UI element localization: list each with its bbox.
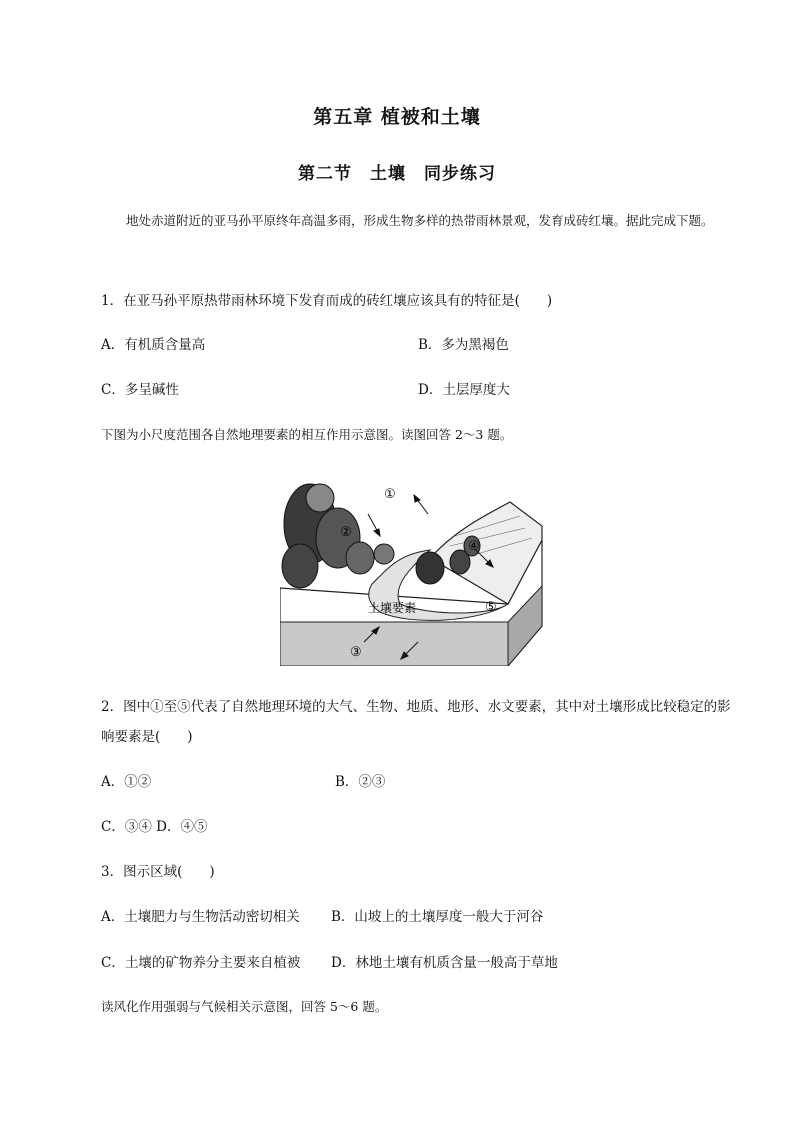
diagram-bedrock-layer — [280, 622, 508, 666]
marker-4: ④ — [468, 539, 480, 554]
question-1-stem: 1．在亚马孙平原热带雨林环境下发育而成的砖红壤应该具有的特征是( ) — [101, 293, 553, 309]
question-3-stem: 3．图示区域( ) — [101, 864, 215, 880]
chapter-title: 第五章 植被和土壤 — [313, 106, 481, 128]
marker-1: ① — [384, 487, 396, 502]
q1-option-c: C．多呈碱性 — [101, 382, 179, 398]
q2-option-cd: C．③④ D．④⑤ — [101, 819, 208, 835]
q2-option-a: A．①② — [101, 774, 152, 790]
marker-3: ③ — [350, 645, 362, 660]
question-2-stem: 2．图中①至⑤代表了自然地理环境的大气、生物、地质、地形、水文要素，其中对土壤形成比较稳定的影响要素是( ) — [101, 699, 731, 745]
soil-factors-diagram — [280, 476, 544, 666]
q3-option-c: C．土壤的矿物养分主要来自植被 — [101, 955, 301, 971]
q3-option-b: B．山坡上的土壤厚度一般大于河谷 — [331, 909, 544, 925]
intro-paragraph-3: 读风化作用强弱与气候相关示意图，回答 5～6 题。 — [101, 999, 388, 1014]
marker-5: ⑤ — [485, 600, 497, 615]
q1-option-d: D．土层厚度大 — [418, 382, 510, 398]
q1-option-b: B．多为黑褐色 — [418, 337, 509, 353]
q3-option-a: A．土壤肥力与生物活动密切相关 — [101, 909, 300, 925]
q2-option-b: B．②③ — [335, 774, 386, 790]
soil-element-label: 土壤要素 — [368, 601, 417, 615]
diagram-forest — [282, 484, 480, 588]
intro-paragraph-2: 下图为小尺度范围各自然地理要素的相互作用示意图。读图回答 2～3 题。 — [101, 427, 513, 442]
q3-option-d: D．林地土壤有机质含量一般高于草地 — [331, 955, 558, 971]
q1-option-a: A．有机质含量高 — [101, 337, 206, 353]
section-title: 第二节 土壤 同步练习 — [298, 164, 496, 184]
marker-2: ② — [340, 525, 352, 540]
intro-paragraph-1: 地处赤道附近的亚马孙平原终年高温多雨，形成生物多样的热带雨林景观，发育成砖红壤。据此完成下题。 — [126, 213, 714, 228]
